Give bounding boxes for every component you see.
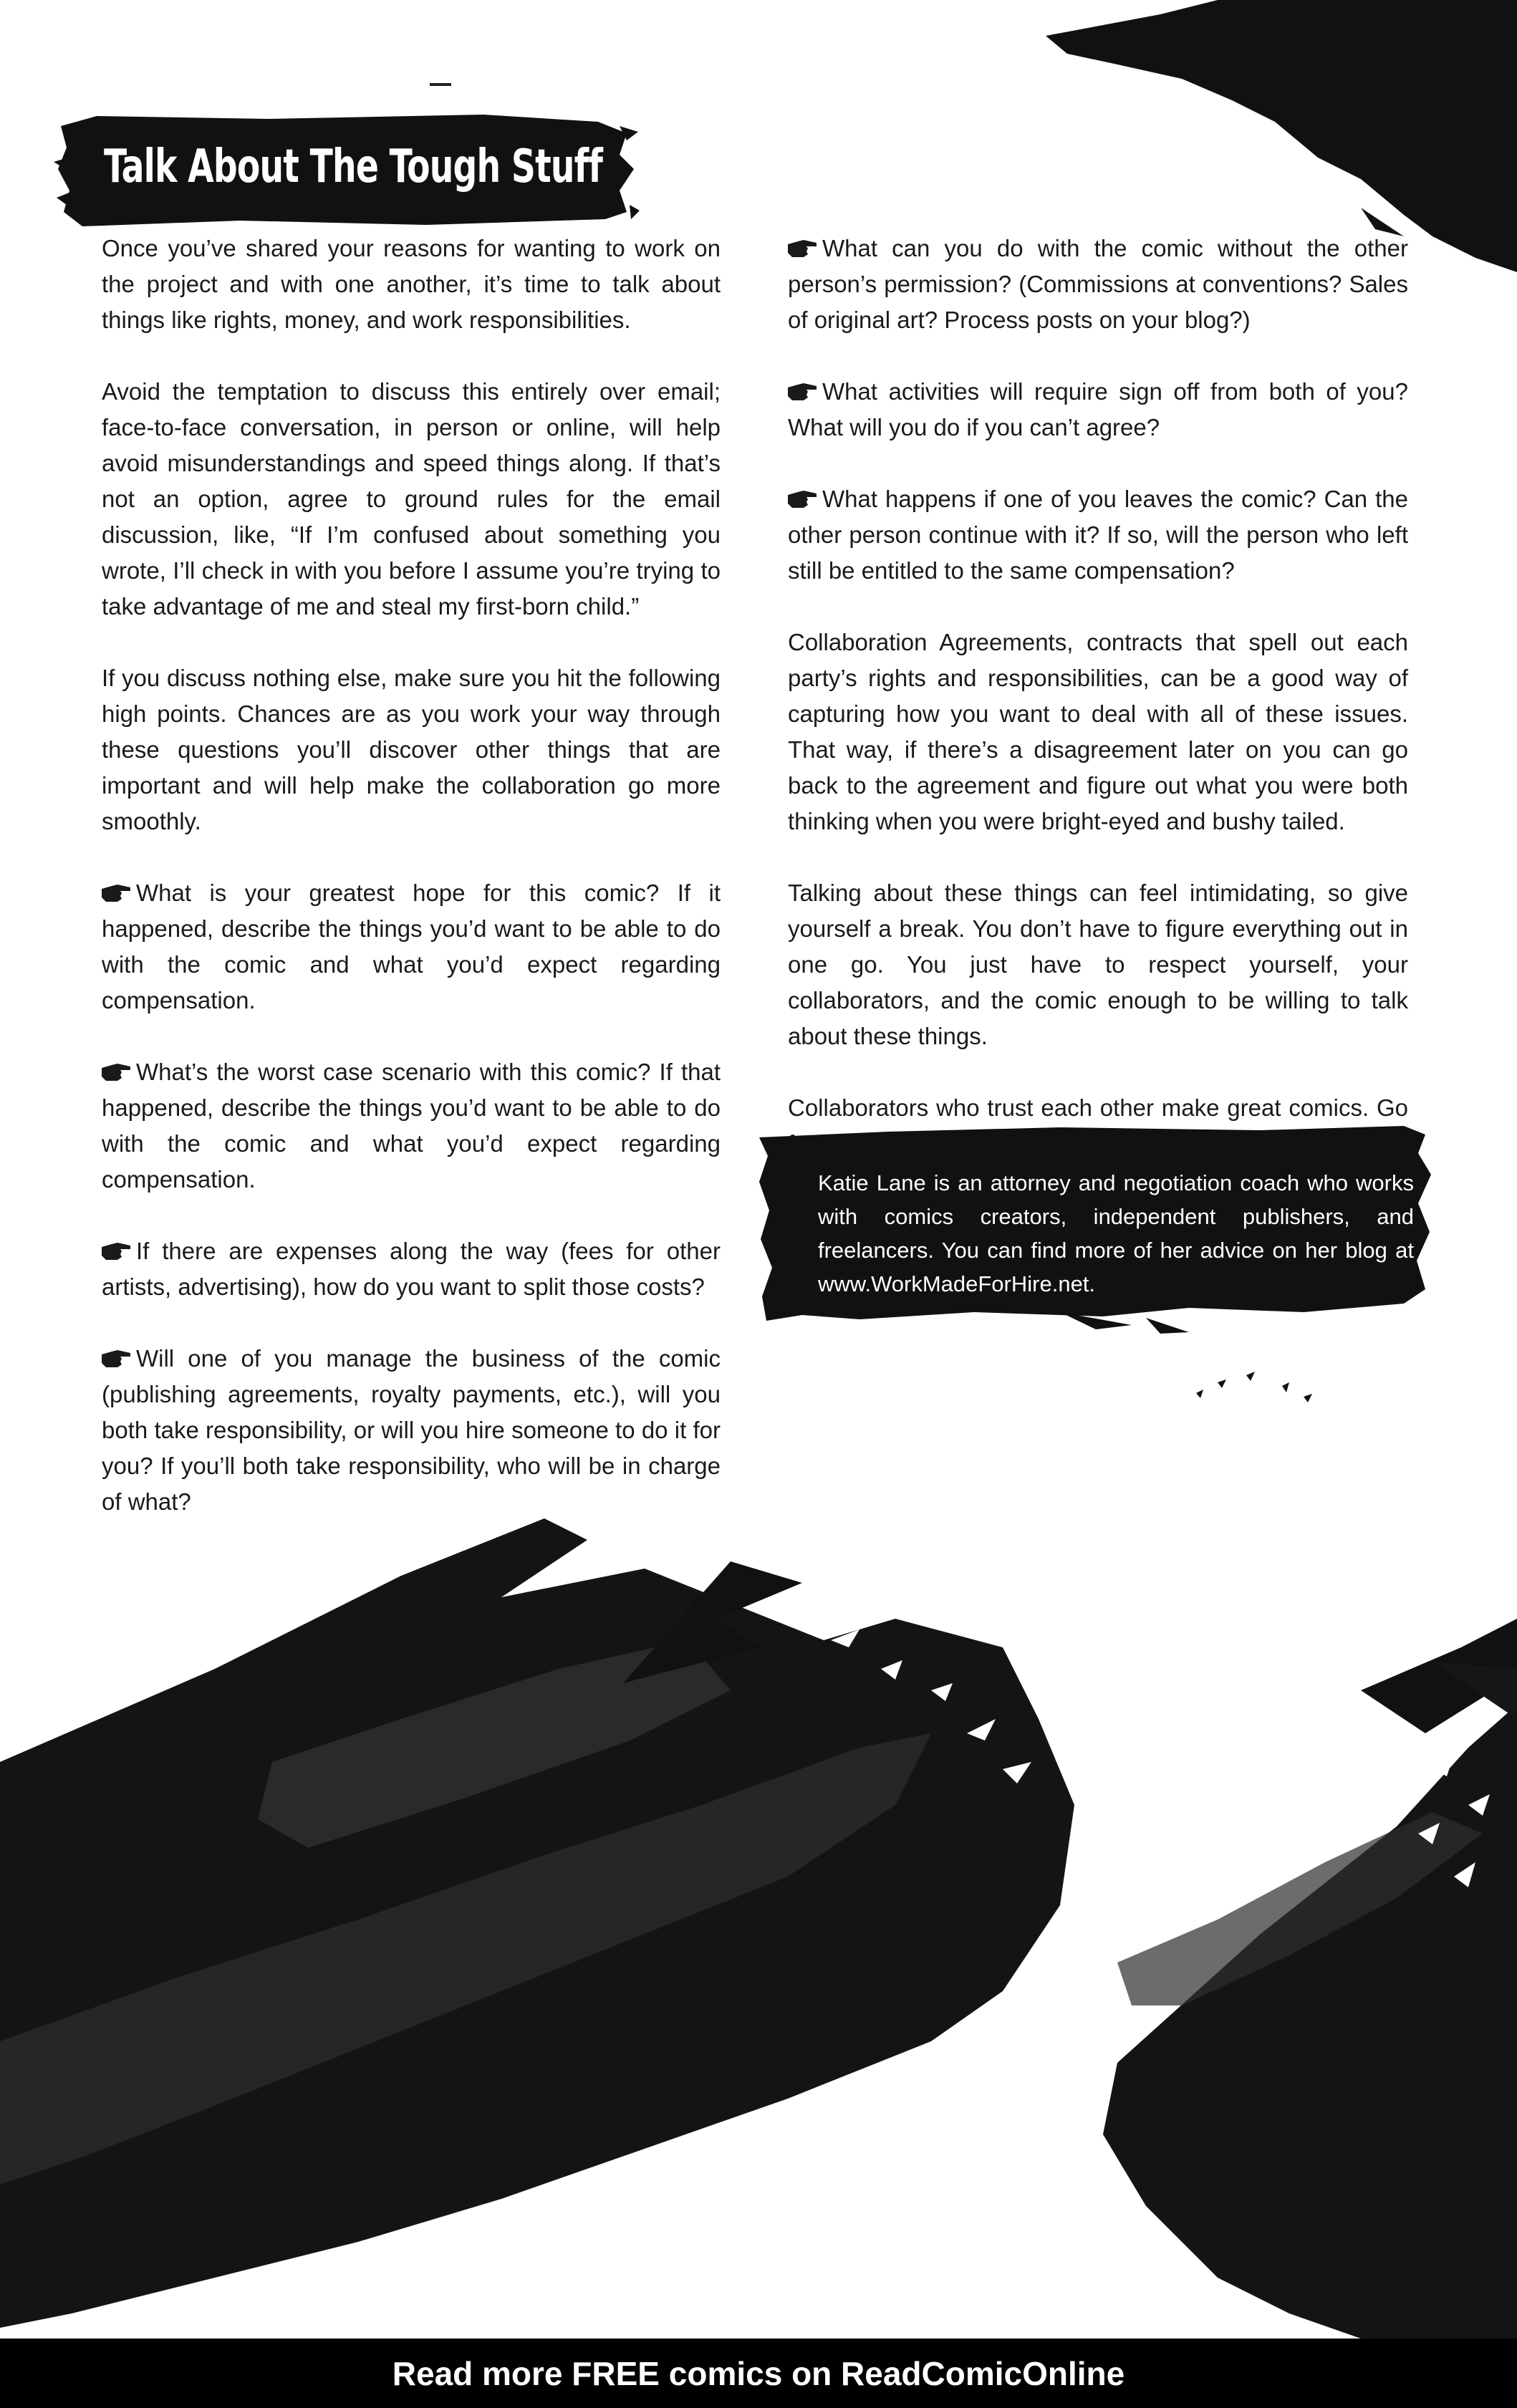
left-column	[102, 231, 721, 1556]
heading-banner	[54, 112, 641, 232]
bullet-text: What is your greatest hope for this comic? If it happened, describe the things you’d want to be able to do with the comic and what you’d expect regarding compensation.	[102, 880, 721, 1013]
bullet-item	[102, 875, 721, 1018]
agreements-paragraph: Collaboration Agreements, contracts that spell out each party’s rights and responsibilities, can be a good way of capturing how you want to deal with all of these issues. That way, if there’s a disagreement later on you can go back to the agreement and figure out what you were both thinking when you were bright-eyed and bushy tailed.	[788, 629, 1408, 834]
bullet-text: What can you do with the comic without the other person’s permission? (Commissions at conventions? Sales of original art? Process posts on your blog?)	[788, 235, 1408, 333]
bullet-text: If there are expenses along the way (fees for other artists, advertising), how do you want to split those costs?	[102, 1238, 721, 1300]
pointing-hand-icon	[102, 883, 133, 903]
pointing-hand-icon	[102, 1241, 133, 1261]
pointing-hand-icon	[788, 489, 819, 509]
bullet-text: Will one of you manage the business of the comic (publishing agreements, royalty payments, etc.), will you both take responsibility, or will you hire someone to do it for you? If you’ll both take responsibility, who will be in charge of what?	[102, 1345, 721, 1515]
bullet-item	[102, 1341, 721, 1520]
pointing-hand-icon	[788, 239, 819, 259]
bullet-item	[788, 481, 1408, 589]
intro-paragraph: Once you’ve shared your reasons for wanting to work on the project and with one another, it’s time to talk about things like rights, money, and work responsibilities.	[102, 235, 721, 333]
intimidating-paragraph: Talking about these things can feel intimidating, so give yourself a break. You don’t have to figure everything out in one go. You just have to respect yourself, your collaborators, and the comic enough to be willing to talk about these things.	[788, 880, 1408, 1049]
pointing-hand-icon	[788, 382, 819, 402]
right-column	[788, 231, 1408, 1198]
closing-paragraph: Collaborators who trust each other make great comics. Go	[788, 1094, 1408, 1121]
bullet-item	[788, 374, 1408, 446]
bullet-text: What activities will require sign off from both of you? What will you do if you can’t agree?	[788, 378, 1408, 440]
bullet-text: What happens if one of you leaves the comic? Can the other person continue with it? If so, will the person who left still be entitled to the same compensation?	[788, 486, 1408, 584]
pointing-hand-icon	[102, 1062, 133, 1082]
footer-banner[interactable]	[0, 2339, 1517, 2408]
footer-link-text[interactable]: Read more FREE comics on ReadComicOnline	[392, 2354, 1125, 2392]
author-bio-box	[759, 1124, 1432, 1339]
author-bio: Katie Lane is an attorney and negotiation coach who works with comics creators, independent publishers, and freelancers. You can find more of her advice on her blog at www.WorkMadeForHire.net.	[818, 1170, 1414, 1296]
bullet-text: What’s the worst case scenario with this comic? If that happened, describe the things you’d want to be able to do with the comic and what you’d expect regarding compensation.	[102, 1059, 721, 1193]
page-title: Talk About The Tough Stuff	[104, 140, 603, 193]
email-paragraph: Avoid the temptation to discuss this entirely over email; face-to-face conversation, in person or online, will help avoid misunderstandings and speed things along. If that’s not an option, agree to ground rules for the email discussion, like, “If I’m confused about something you wrote, I’ll check in with you before I assume you’re trying to take advantage of me and steal my first-born child.”	[102, 378, 721, 620]
bullet-item	[102, 1233, 721, 1305]
bullet-item	[102, 1054, 721, 1198]
bullet-item	[788, 231, 1408, 338]
pointing-hand-icon	[102, 1349, 133, 1369]
high-points-paragraph: If you discuss nothing else, make sure you hit the following high points. Chances are as you work your way through these questions you’ll discover other things that are important and will help make the collaboration go more smoothly.	[102, 665, 721, 834]
